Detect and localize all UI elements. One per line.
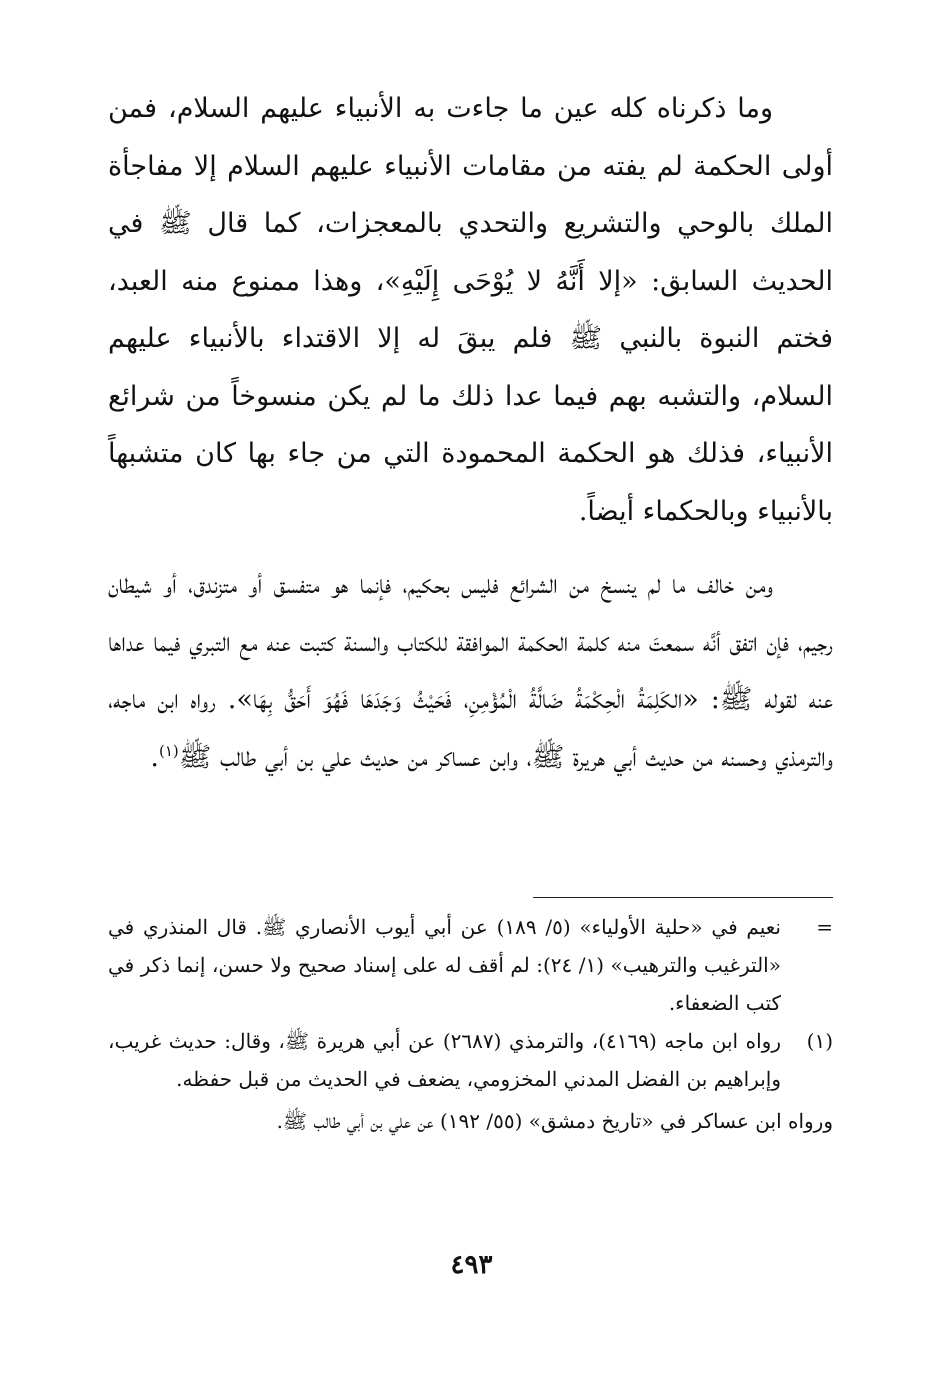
footnote-continuation-marker: = [816, 915, 833, 939]
paragraph [108, 556, 833, 786]
footnote-number: (١) [806, 1029, 833, 1053]
footnote-1-continuation: ورواه ابن عساكر في «تاريخ دمشق» (٥٥/ ١٩٢) عن علي بن أبي طالب ﷺ. [276, 1109, 833, 1133]
main-text [108, 80, 833, 786]
footnote-text: رواه ابن ماجه (٤١٦٩)، والترمذي (٢٦٨٧) عن أبي هريرة ﷺ، وقال: حديث غريب، وإبراهيم بن الفضل المدني المخزومي، يضعف في الحديث من قبل حفظه. [108, 1029, 781, 1091]
footnote-text: نعيم في «حلية الأولياء» (٥/ ١٨٩) عن أبي أيوب الأنصاري ﷺ. قال المنذري في «الترغيب والترهيب» (١/ ٢٤): لم أقف له على إسناد صحيح ولا حسن، إنما ذكر في كتب الضعفاء. [108, 915, 781, 1015]
footnotes [108, 908, 833, 1140]
footnote-divider [533, 897, 833, 898]
footnote-1 [108, 1022, 833, 1098]
paragraph-text: ومن خالف ما لم ينسخ من الشرائع فليس بحكيم، فإنما هو متفسق أو متزندق، أو شيطان رجيم، فإن اتفق أنَّه سمعتَ منه كلمة الحكمة الموافقة للكتاب والسنة كتبت عنه مع التبري فيما عداها عنه لقوله ﷺ: «الكَلِمَةُ الْحِكْمَةُ ضَالَّةُ الْمُؤْمِنِ، فَحَيْثُ وَجَدَهَا فَهُوَ أَحَقُّ بِهَا». رواه ابن ماجه، والترمذي وحسنه من حديث أبي هريرة ﷺ، وابن عساكر من حديث علي بن أبي طالب ﷺ [108, 569, 833, 773]
paragraph-end: . [150, 741, 159, 773]
footnote-marker[interactable]: (١) [158, 741, 179, 760]
footnote-continued [108, 908, 833, 1022]
page-number: ٤٩٣ [450, 1250, 493, 1280]
paragraph: وما ذكرناه كله عين ما جاءت به الأنبياء عليهم السلام، فمن أولى الحكمة لم يفته من مقامات الأنبياء عليهم السلام إلا مفاجأة الملك بالوحي والتشريع والتحدي بالمعجزات، كما قال ﷺ في الحديث السابق: «إلا أَنَّهُ لا يُوْحَى إِلَيْهِ»، وهذا ممنوع منه العبد، فختم النبوة بالنبي ﷺ فلم يبقَ له إلا الاقتداء بالأنبياء عليهم السلام، والتشبه بهم فيما عدا ذلك ما لم يكن منسوخاً من شرائع الأنبياء، فذلك هو الحكمة المحمودة التي من جاء بها كان متشبهاً بالأنبياء وبالحكماء أيضاً. [108, 93, 833, 527]
